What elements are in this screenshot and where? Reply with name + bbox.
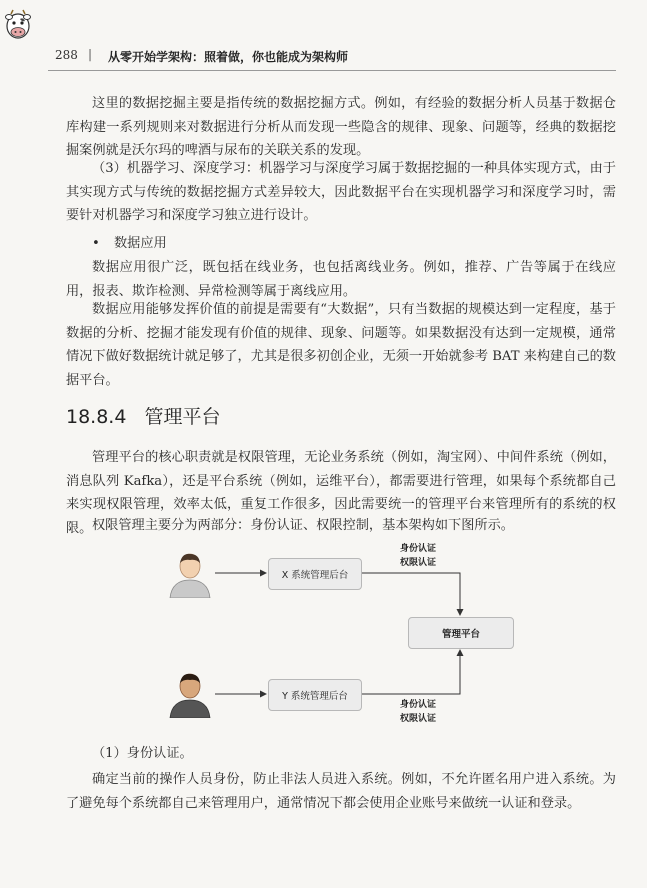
bullet-label: 数据应用: [114, 236, 167, 251]
bullet-data-application: [92, 232, 167, 251]
label-bottom-identity: 身份认证: [400, 700, 437, 710]
header-rule: [48, 70, 616, 71]
architecture-diagram: [160, 540, 500, 730]
label-top-permission: 权限认证: [400, 558, 437, 568]
section-number: 18.8.4: [66, 406, 127, 428]
section-title: 管理平台: [144, 406, 221, 428]
section-heading: [66, 402, 220, 429]
cow-logo-icon: [4, 8, 32, 42]
label-top-identity: 身份认证: [400, 544, 437, 554]
paragraph-data-mining: 这里的数据挖掘主要是指传统的数据挖掘方式。例如，有经验的数据分析人员基于数据仓库构建一系列规则来对数据进行分析从而发现一些隐含的规律、现象、问题等，经典的数据挖掘案例就是沃尔玛的啤酒与尿布的关联关系的发现。: [66, 96, 616, 158]
paragraph-machine-learning: （3）机器学习、深度学习：机器学习与深度学习属于数据挖掘的一种具体实现方式，由于其实现方式与传统的数据挖掘方式差异较大，因此数据平台在实现机器学习和深度学习时，需要针对机器学习和深度学习独立进行设计。: [66, 161, 616, 223]
user-y-icon: [168, 670, 212, 718]
book-title: 从零开始学架构：照着做，你也能成为架构师: [108, 50, 349, 64]
arrow-x-to-mgmt: [360, 573, 460, 615]
paragraph-big-data-premise: 数据应用能够发挥价值的前提是需要有“大数据”，只有当数据的规模达到一定程度，基于数据的分析、挖掘才能发现有价值的规律、现象、问题等。如果数据没有达到一定规模，通常情况下做好数据统计就足够了，尤其是很多初创企业，无须一开始就参考 BAT 来构建自己的数据平台。: [66, 302, 616, 388]
page-number: 288: [55, 48, 78, 62]
header-separator: |: [88, 47, 93, 61]
label-bottom-permission: 权限认证: [400, 714, 437, 724]
sub-item-identity-auth: （1）身份认证。: [92, 746, 193, 761]
box-y-admin: Y 系统管理后台: [268, 679, 362, 711]
bullet-dot-icon: •: [92, 236, 100, 251]
paragraph-permission-intro: 权限管理主要分为两部分：身份认证、权限控制，基本架构如下图所示。: [92, 518, 514, 533]
box-x-admin: X 系统管理后台: [268, 558, 362, 590]
paragraph-identity-auth: 确定当前的操作人员身份，防止非法人员进入系统。例如，不允许匿名用户进入系统。为了避免每个系统都自己来管理用户，通常情况下都会使用企业账号来做统一认证和登录。: [66, 772, 616, 811]
label-top-auth: [400, 542, 436, 570]
label-bottom-auth: [400, 698, 436, 726]
box-management-platform: 管理平台: [408, 617, 514, 649]
paragraph-management-platform: 管理平台的核心职责就是权限管理，无论业务系统（例如，淘宝网）、中间件系统（例如，消息队列 Kafka），还是平台系统（例如，运维平台），都需要进行管理，如果每个系统都自己来实现权限管理，效率太低，重复工作很多，因此需要统一的管理平台来管理所有的系统的权限。: [66, 450, 616, 536]
paragraph-data-app-scope: 数据应用很广泛，既包括在线业务，也包括离线业务。例如，推荐、广告等属于在线应用，报表、欺诈检测、异常检测等属于离线应用。: [66, 260, 616, 299]
user-x-icon: [168, 550, 212, 598]
arrow-y-to-mgmt: [360, 650, 460, 694]
